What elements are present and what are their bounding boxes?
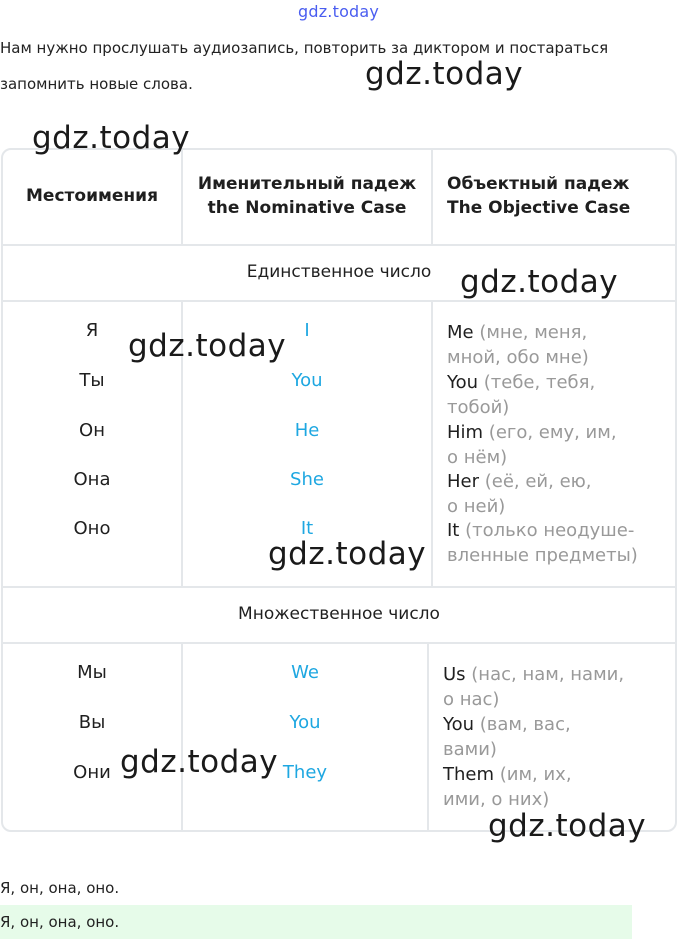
objective-translation-cont: мной, обо мне) bbox=[447, 347, 589, 368]
pronoun-ru: Ты bbox=[79, 370, 105, 391]
objective-translation-cont: о ней) bbox=[447, 496, 506, 517]
objective-translation-cont: вами) bbox=[443, 739, 497, 760]
objective-translation-cont: о нём) bbox=[447, 447, 508, 468]
pronoun-ru: Оно bbox=[73, 518, 111, 539]
pronoun-nominative: He bbox=[294, 420, 320, 441]
pronoun-objective bbox=[447, 518, 638, 568]
header-nominative-en: the Nominative Case bbox=[207, 198, 407, 218]
pronoun-nominative: You bbox=[291, 370, 323, 391]
objective-en: Him bbox=[447, 422, 484, 443]
table-divider bbox=[3, 244, 675, 246]
objective-en: You bbox=[443, 714, 475, 735]
header-objective bbox=[447, 172, 677, 220]
pronoun-ru: Они bbox=[73, 762, 111, 783]
objective-en: Us bbox=[443, 664, 466, 685]
objective-en: Them bbox=[443, 764, 495, 785]
watermark: gdz.today bbox=[460, 264, 619, 300]
pronoun-ru: Мы bbox=[77, 662, 107, 683]
objective-translation-cont: тобой) bbox=[447, 397, 510, 418]
watermark: gdz.today bbox=[365, 56, 524, 92]
pronoun-nominative: I bbox=[304, 320, 310, 341]
objective-translation: (тебе, тебя, bbox=[478, 372, 596, 393]
pronoun-objective bbox=[443, 762, 572, 812]
objective-en: You bbox=[447, 372, 479, 393]
pronoun-nominative: We bbox=[291, 662, 319, 683]
pronoun-ru: Он bbox=[79, 420, 105, 441]
pronoun-nominative: It bbox=[300, 518, 314, 539]
intro-text: Нам нужно прослушать аудиозапись, повторить за диктором и постараться запомнить новые слова. bbox=[0, 39, 609, 93]
objective-en: Her bbox=[447, 471, 480, 492]
objective-translation: (им, их, bbox=[494, 764, 572, 785]
answer-line-highlighted: Я, он, она, оно. bbox=[0, 905, 632, 939]
section-singular: Единственное число bbox=[246, 262, 432, 282]
header-pronouns: Местоимения bbox=[26, 186, 158, 206]
objective-translation: (только неодуше- bbox=[459, 520, 635, 541]
answer-line: Я, он, она, оно. bbox=[0, 879, 120, 897]
site-title[interactable]: gdz.today bbox=[298, 2, 380, 21]
pronoun-objective bbox=[443, 712, 571, 762]
pronoun-nominative: You bbox=[289, 712, 321, 733]
table-divider bbox=[3, 300, 675, 302]
table-divider bbox=[431, 302, 433, 586]
table-divider bbox=[427, 644, 429, 832]
objective-en: It bbox=[447, 520, 460, 541]
header-objective-en: The Objective Case bbox=[447, 198, 631, 218]
pronoun-objective bbox=[443, 662, 624, 712]
header-objective-ru: Объектный падеж bbox=[447, 174, 630, 194]
section-plural: Множественное число bbox=[238, 604, 440, 624]
objective-translation-cont: вленные предметы) bbox=[447, 545, 638, 566]
objective-translation: (мне, меня, bbox=[473, 322, 588, 343]
pronoun-table bbox=[1, 148, 677, 832]
objective-translation-cont: о нас) bbox=[443, 689, 500, 710]
objective-translation: (вам, вас, bbox=[474, 714, 571, 735]
table-divider bbox=[3, 586, 675, 588]
pronoun-objective bbox=[447, 469, 592, 519]
objective-translation: (его, ему, им, bbox=[483, 422, 617, 443]
header-nominative-ru: Именительный падеж bbox=[197, 174, 417, 194]
pronoun-ru: Она bbox=[73, 469, 111, 490]
table-divider bbox=[3, 642, 675, 644]
watermark: gdz.today bbox=[488, 808, 647, 844]
watermark: gdz.today bbox=[120, 744, 279, 780]
objective-translation: (её, ей, ею, bbox=[479, 471, 592, 492]
watermark: gdz.today bbox=[32, 120, 191, 156]
pronoun-nominative: They bbox=[282, 762, 328, 783]
pronoun-objective bbox=[447, 370, 595, 420]
header-nominative bbox=[183, 172, 431, 220]
pronoun-objective bbox=[447, 320, 589, 370]
objective-en: Me bbox=[447, 322, 474, 343]
objective-translation: (нас, нам, нами, bbox=[465, 664, 625, 685]
objective-translation-cont: ими, о них) bbox=[443, 789, 550, 810]
table-divider bbox=[431, 150, 433, 244]
pronoun-ru: Я bbox=[85, 320, 99, 341]
watermark: gdz.today bbox=[128, 328, 287, 364]
table-divider bbox=[181, 302, 183, 586]
pronoun-objective bbox=[447, 420, 617, 470]
pronoun-ru: Вы bbox=[78, 712, 106, 733]
pronoun-nominative: She bbox=[290, 469, 324, 490]
watermark: gdz.today bbox=[268, 536, 427, 572]
